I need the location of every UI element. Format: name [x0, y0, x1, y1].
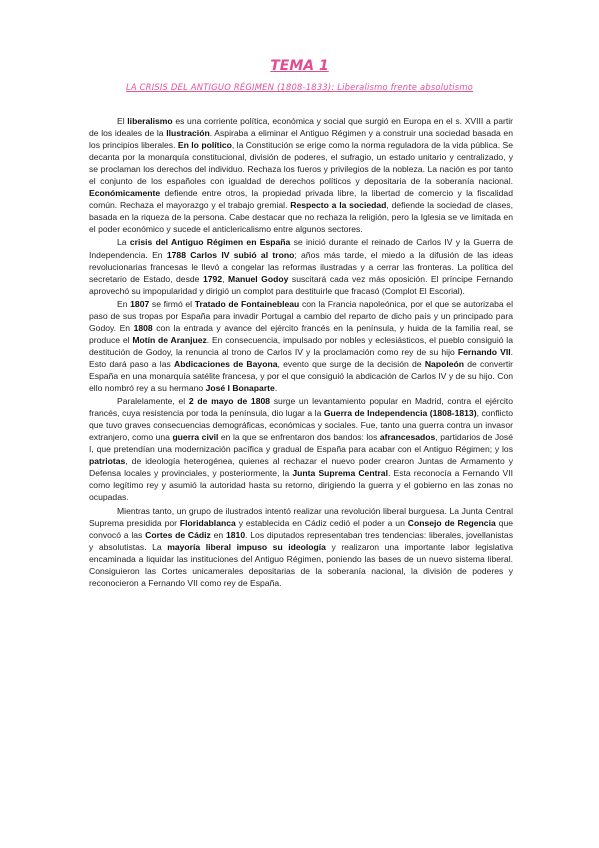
text-run: es una corriente política, económica y social que surgió en Europa en el s. XVIII a partir de los ideales de la [89, 116, 513, 139]
bold-term: Respecto a la sociedad [290, 200, 387, 211]
text-run: , defiende la sociedad de clases, basada en la riqueza de la persona. Cabe destacar que no rechaza la religión, pero la Iglesia se ve limitada en el poder económico y sucede el anticlericalismo entre algunos sectores. [89, 200, 513, 235]
bold-term: liberalismo [127, 116, 173, 126]
bold-term: Guerra de Independencia (1808-1813) [323, 408, 477, 419]
text-run: . Esto dará paso a las [89, 346, 513, 369]
text-run: que convocó a las [89, 517, 514, 540]
text-run: surge un levantamiento popular en Madrid, contra el ejército francés, cuya resistencia por toda la península, dio lugar a la [89, 396, 513, 419]
text-run: , la Constitución se erige como la norma reguladora de la vida pública. Se decanta por la monarquía constitucional, división de poderes, el sufragio, un estado unitario y centralizado, y se proclaman los derechos del individuo. Rechaza los fueros y privilegios de la nobleza. La nación es por tanto el conjunto de los españoles con igualdad de derechos políticos y depositaria de la soberanía nacional. [89, 140, 514, 187]
bold-term: Motín de Aranjuez [132, 334, 207, 345]
text-run: y establecida en Cádiz cedió el poder a un [235, 517, 408, 528]
text-run: , evento que surge de la decisión de [277, 358, 425, 369]
text-run: Paralelamente, el [117, 396, 189, 407]
text-run: en la que se enfrentaron dos bandos: los [218, 432, 380, 443]
text-run: . [274, 383, 278, 394]
text-run: con la Francia napoleónica, por el que se autorizaba el paso de sus tropas por España para invadir Portugal a cambio del reparto de dicho país y un principado para Godoy. En [89, 298, 513, 333]
bold-term: 1788 Carlos IV subió al trono [166, 249, 295, 260]
text-run: en [210, 529, 226, 540]
document-body [89, 115, 513, 590]
paragraph-5 [89, 505, 513, 589]
bold-term: En lo político [177, 140, 232, 151]
text-run: El [117, 116, 128, 126]
text-run: . Esta reconocía a Fernando VII como legítimo rey y asumió la autoridad hasta su retorno, dirigiendo la guerra y el gobierno en las zonas no ocupadas. [89, 468, 513, 503]
text-run: suscitará cada vez más oposición. El príncipe Fernando aprovechó su impopularidad y dirigió un complot para destituirle que fracasó (Complot El Escorial). [89, 273, 513, 296]
text-run: ; años más tarde, el miedo a la difusión de las ideas revolucionarias francesas le llevó a congelar las reformas ilustradas y a cerrar las fronteras. La política del secretario de Estado, desde [89, 249, 514, 284]
text-run: , partidarios de José I, que pretendían una modernización pacífica y gradual de España para acabar con el Antiguo Régimen; y los [89, 432, 514, 455]
bold-term: Floridablanca [179, 517, 236, 528]
bold-term: mayoría liberal impuso su ideología [167, 541, 326, 552]
text-run: , de ideología heterogénea, quienes al rechazar el nuevo poder crearon Juntas de Armamento y Defensa locales y provinciales, y posteriormente, la [89, 456, 513, 479]
bold-term: Económicamente [89, 188, 161, 199]
bold-term: afrancesados [379, 432, 436, 443]
text-run: En [117, 298, 131, 309]
text-run: . Aspiraba a eliminar el Antiguo Régimen y a construir una sociedad basada en los principios liberales. [89, 128, 513, 151]
paragraph-1 [89, 115, 513, 235]
paragraph-2 [89, 236, 513, 296]
bold-term: 1807 [130, 298, 150, 309]
text-run: . En consecuencia, impulsado por nobles y eclesiásticos, el pueblo consiguió la destitución de Godoy, la renuncia al trono de Carlos IV y la proclamación como rey de su hijo [89, 334, 513, 357]
text-run: defiende entre otros, la propiedad privada libre, la libertad de comercio y la fiscalidad común. Rechaza el mayorazgo y el trabajo gremial. [89, 188, 513, 211]
text-run: de convertir España en una monarquía satélite francesa, y por el que consiguió la abdicación de Carlos IV y de su hijo. Con ello nombró rey a su hermano [89, 358, 513, 394]
page-title: TEMA 1 [270, 58, 329, 74]
bold-term: Ilustración [166, 128, 210, 139]
bold-term: Abdicaciones de Bayona [174, 358, 278, 369]
text-run: se firmó el [149, 298, 195, 309]
bold-term: guerra civil [172, 432, 219, 443]
text-run: con la entrada y avance del ejército francés en la península, y huida de la familia real, se produce el [89, 322, 513, 345]
bold-term: Manuel Godoy [228, 273, 289, 284]
bold-term: 1792 [202, 273, 223, 284]
text-run: se inició durante el reinado de Carlos IV y la Guerra de Independencia. En [89, 237, 513, 260]
bold-term: Cortes de Cádiz [145, 529, 211, 540]
paragraph-3 [89, 298, 513, 394]
text-run: , [222, 273, 229, 284]
bold-term: patriotas [89, 456, 126, 467]
bold-term: Fernando VII [457, 346, 511, 357]
bold-term: Junta Suprema Central [292, 468, 388, 479]
bold-term: 1808 [133, 322, 153, 333]
text-run: y realizaron una importante labor legislativa encaminada a liquidar las instituciones del Antiguo Régimen, poniendo las bases de un nuevo sistema liberal. Consiguieron las Cortes unicamerales depositarias de la soberanía nacional, la división de poderes y reconocieron a Fernando VII como rey de España. [89, 541, 513, 588]
bold-term: José I Bonaparte [205, 383, 275, 394]
bold-term: Tratado de Fontainebleau [194, 298, 300, 309]
paragraph-4 [89, 395, 513, 503]
text-run: , conflicto que tuvo graves consecuencias demográficas, económicas y sociales. Fue, tanto una guerra contra un invasor extranjero, como una [89, 408, 513, 443]
bold-term: Consejo de Regencia [407, 517, 496, 528]
bold-term: Napoleón [424, 358, 464, 369]
bold-term: 1810 [225, 529, 246, 540]
page-subtitle: LA CRISIS DEL ANTIGUO RÉGIMEN (1808-1833): Liberalismo frente absolutismo [125, 82, 474, 92]
bold-term: 2 de mayo de 1808 [188, 396, 271, 407]
text-run: Mientras tanto, un grupo de ilustrados intentó realizar una revolución liberal burguesa. La Junta Central Suprema presidida por [89, 505, 513, 528]
text-run: . Los diputados representaban tres tendencias: liberales, jovellanistas y absolutistas. La [89, 529, 513, 552]
text-run: La [117, 237, 130, 248]
bold-term: crisis del Antiguo Régimen en España [129, 237, 291, 248]
